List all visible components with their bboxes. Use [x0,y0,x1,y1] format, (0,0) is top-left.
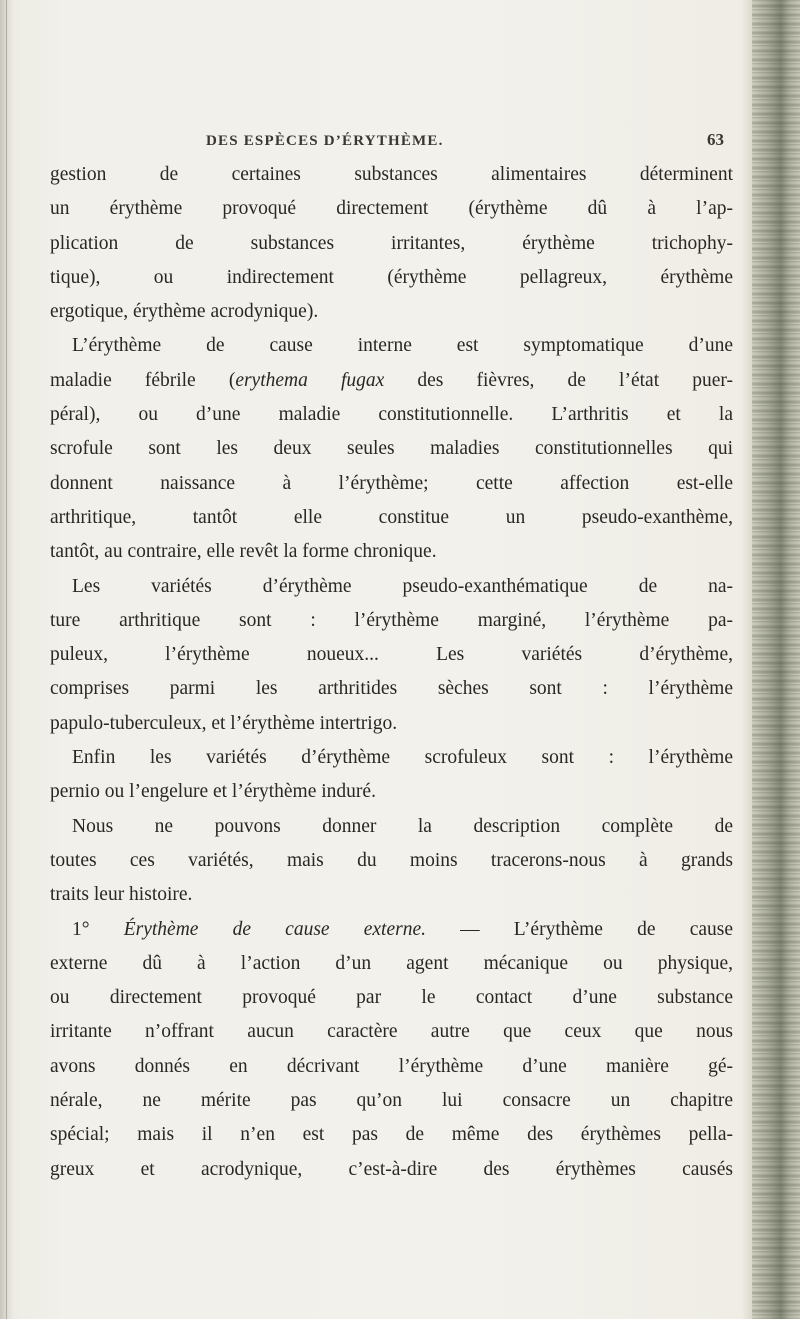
text-line: comprises parmi les arthritides sèches sont : l’érythème [50,678,733,700]
paragraph-start-line: Enfin les variétés d’érythème scrofuleux sont : l’érythème [72,747,733,769]
binding-edge [742,0,752,1319]
text-line: irritante n’offrant aucun caractère autre que ceux que nous [50,1021,733,1043]
text-segment: maladie fébrile ( [50,369,236,391]
text-line: péral), ou d’une maladie constitutionnelle. L’arthritis et la [50,404,733,426]
text-line: ergotique, érythème acrodynique). [50,301,319,323]
section-number: 1° [72,918,124,940]
section-heading-line [50,913,733,947]
paragraph-start-line: Les variétés d’érythème pseudo-exanthématique de na- [72,575,733,597]
text-line: ou directement provoqué par le contact d’une substance [50,987,733,1009]
text-line: toutes ces variétés, mais du moins tracerons-nous à grands [50,849,733,871]
text-line: donnent naissance à l’érythème; cette affection est-elle [50,472,733,494]
body-text [50,158,733,1187]
text-line: tantôt, au contraire, elle revêt la forme chronique. [50,541,437,563]
running-head: DES ESPÈCES D’ÉRYTHÈME. [206,133,444,149]
section-title: Érythème de cause externe. [123,918,426,940]
page-gutter-shadow [0,0,14,1319]
text-line: nérale, ne mérite pas qu’on lui consacre un chapitre [50,1090,733,1112]
text-line-with-italic [50,364,733,398]
text-line: puleux, l’érythème noueux... Les variétés d’érythème, [50,644,733,666]
book-binding [752,0,800,1319]
text-line: un érythème provoqué directement (érythème dû à l’ap- [50,198,733,220]
paragraph-start-line: L’érythème de cause interne est symptomatique d’une [72,335,733,357]
text-line: arthritique, tantôt elle constitue un pseudo-exanthème, [50,506,733,528]
text-line: avons donnés en décrivant l’érythème d’une manière gé- [50,1055,733,1077]
text-segment: des fièvres, de l’état puer- [384,369,733,391]
text-line: spécial; mais il n’en est pas de même des érythèmes pella- [50,1124,733,1146]
text-line: plication de substances irritantes, érythème trichophy- [50,232,733,254]
text-line: tique), ou indirectement (érythème pellagreux, érythème [50,266,733,288]
text-segment: — L’érythème de cause [425,918,733,940]
text-line: ture arthritique sont : l’érythème marginé, l’érythème pa- [50,609,733,631]
text-line: gestion de certaines substances alimentaires déterminent [50,164,733,185]
page-header [206,130,736,154]
paragraph-start-line: Nous ne pouvons donner la description complète de [72,815,733,837]
text-line: papulo-tuberculeux, et l’érythème intertrigo. [50,712,398,734]
text-line: pernio ou l’engelure et l’érythème induré. [50,781,376,803]
text-line: externe dû à l’action d’un agent mécanique ou physique, [50,952,733,974]
page-number: 63 [707,130,724,149]
page-edge-line [6,0,7,1319]
text-line: greux et acrodynique, c’est-à-dire des érythèmes causés [50,1158,733,1180]
text-line: scrofule sont les deux seules maladies constitutionnelles qui [50,438,733,460]
italic-term: erythema fugax [235,369,385,391]
text-line: traits leur histoire. [50,884,193,906]
